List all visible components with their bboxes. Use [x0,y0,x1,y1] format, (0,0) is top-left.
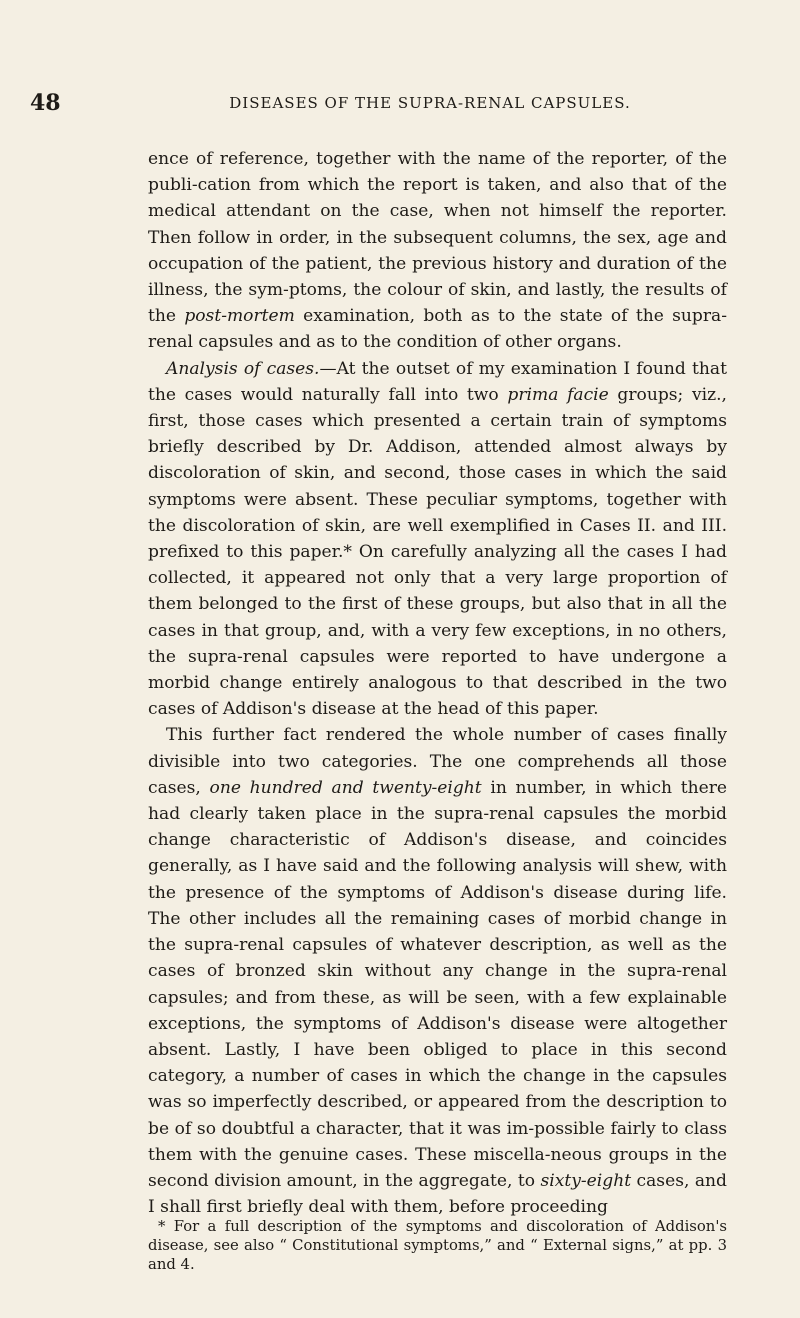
paragraph-3-b: in number, in which there had clearly taken place in the supra-renal capsules the morbid change characteristic of Addison's disease, and coincides generally, as I have said and the following analysis will shew, with the presence of the symptoms of Addison's disease during life. The other includes all the remaining cases of morbid change in the supra-renal capsules of whatever description, as well as the cases of bronzed skin without any change in the supra-renal capsules; and from these, as will be seen, with a few explainable exceptions, the symptoms of Addison's disease were altogether absent. Lastly, I have been obliged to place in this second category, a number of cases in which the change in the capsules was so imperfectly described, or appeared from the description to be of so doubtful a character, that it was im-possible fairly to class them with the genuine cases. These miscella-neous groups in the second division amount, in the aggregate, to [148,777,727,1191]
paragraph-2-b: groups; viz., first, those cases which presented a certain train of symptoms briefly described by Dr. Addison, attended almost always by discoloration of skin, and second, those cases in which the said symptoms were absent. These peculiar symptoms, together with the discoloration of skin, are well exemplified in Cases II. and III. prefixed to this paper.* On carefully analyzing all the cases I had collected, it appeared not only that a very large proportion of them belonged to the first of these groups, but also that in all the cases in that group, and, with a very few exceptions, in no others, the supra-renal capsules were reported to have undergone a morbid change entirely analogous to that described in the two cases of Addison's disease at the head of this paper. [148,384,727,720]
paragraph-1-start: ence of reference, together with the name of the reporter, of the publi-cation from which the report is taken, and also that of the medical attendant on the case, when not himself the reporter. Then follow in order, in the subsequent columns, the sex, age and occupation of the patient, the previous history and duration of the illness, the sym-ptoms, the colour of skin, and lastly, the results of the [148,149,727,327]
paragraph-3-a: This further fact rendered the whole number of cases finally divisible into two categories. The one comprehends all those cases, [148,725,727,798]
paragraph-1 [148,146,727,356]
paragraph-3 [148,722,727,1220]
analysis-title: Analysis of cases. [166,358,320,379]
running-head: DISEASES OF THE SUPRA-RENAL CAPSULES. [229,94,631,112]
body-text [148,146,727,1220]
footnote [148,1217,727,1274]
paragraph-2-a: —At the outset of my examination I found that the cases would naturally fall into two [148,358,727,405]
sixty-eight-italic: sixty-eight [540,1170,632,1191]
footnote-text: * For a full description of the symptoms and discoloration of Addison's disease, see also “ Constitutional symptoms,” and “ External signs,” at pp. 3 and 4. [148,1218,727,1273]
paragraph-1-end: examination, both as to the state of the supra-renal capsules and as to the condition of other organs. [148,306,727,353]
paragraph-2 [148,356,727,723]
prima-facie-italic: prima facie [507,384,609,405]
page-header [30,92,770,128]
post-mortem-italic: post-mortem [184,306,295,327]
page-number: 48 [30,90,61,116]
paragraph-3-c: cases, and I shall first briefly deal with them, before proceeding [148,1170,727,1218]
count-italic: one hundred and twenty-eight [209,777,482,798]
